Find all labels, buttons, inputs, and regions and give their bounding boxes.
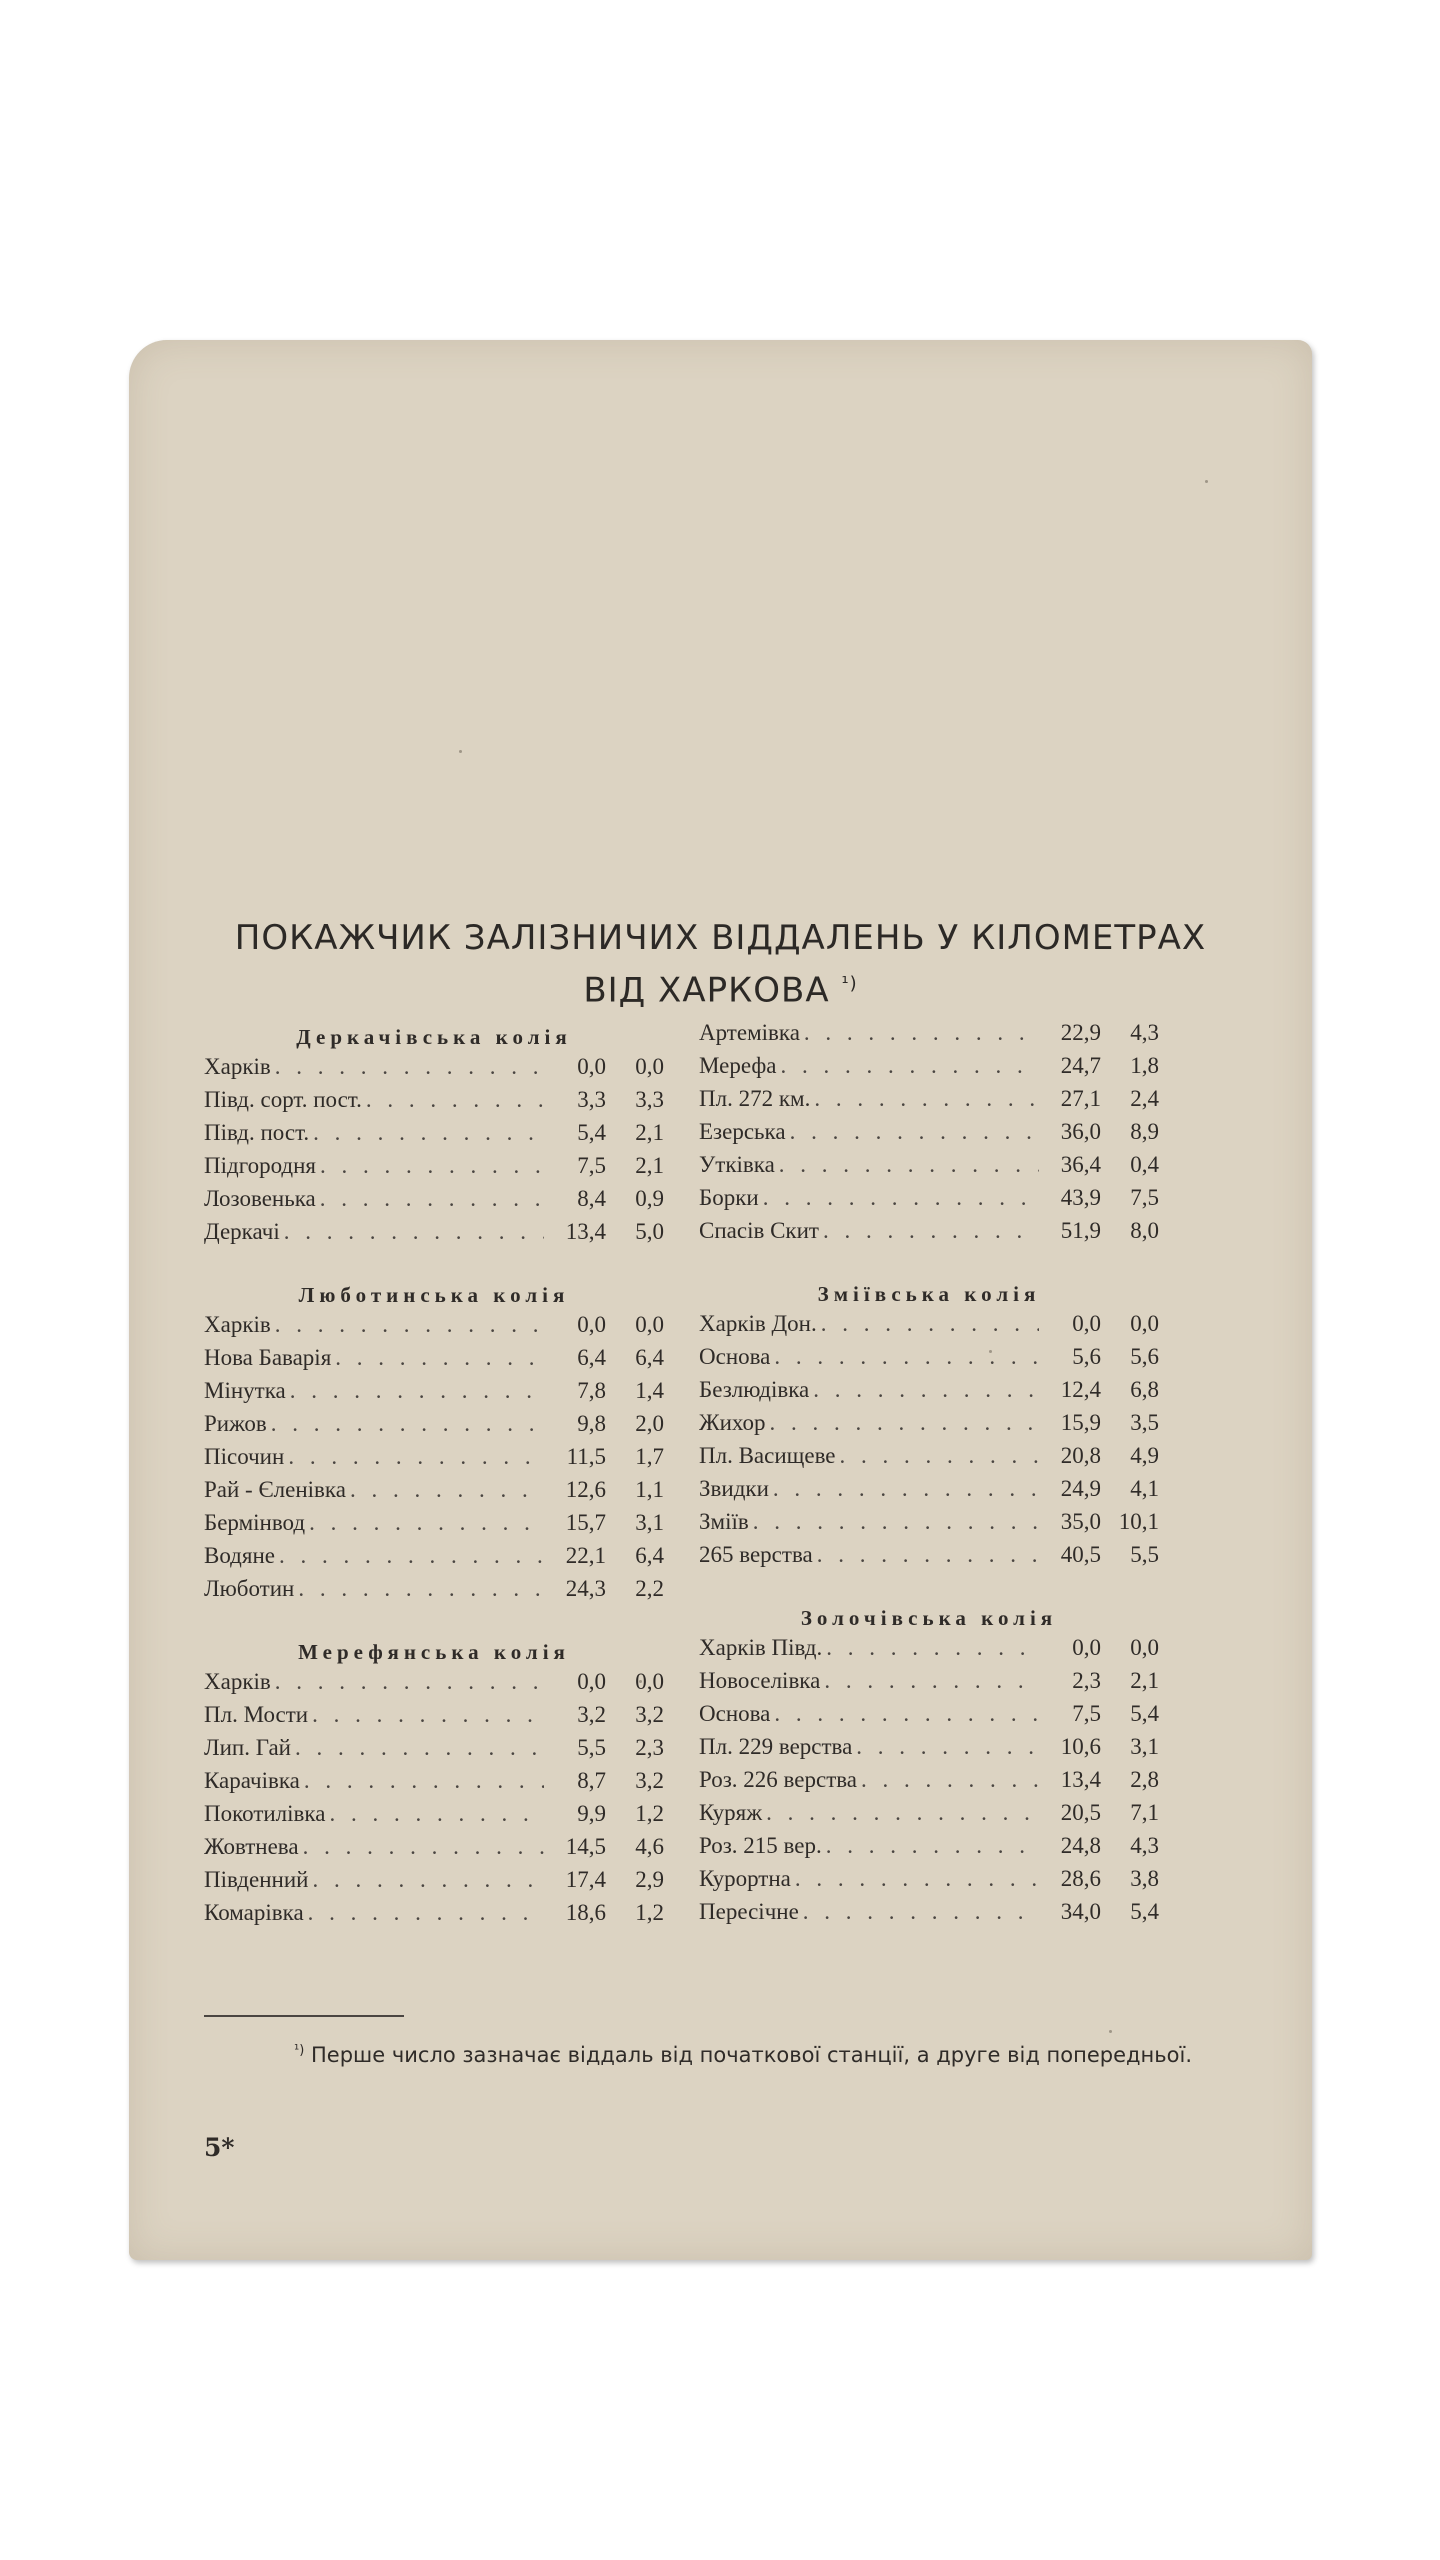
dot-leader	[766, 1800, 1039, 1826]
station-name: Харків	[204, 1669, 271, 1694]
station-name: Пл. Мости	[204, 1702, 309, 1727]
station-name: Спасів Скит	[699, 1218, 819, 1243]
distance-from-origin: 15,9	[1060, 1410, 1101, 1435]
station-row	[204, 1087, 664, 1120]
dot-leader	[312, 1867, 544, 1893]
station-name: Пл. 229 верства	[699, 1734, 853, 1759]
distance-from-previous: 6,4	[635, 1345, 664, 1370]
dot-leader	[313, 1120, 544, 1146]
station-name: Нова Баварія	[204, 1345, 332, 1370]
distance-list	[204, 1054, 664, 1252]
distance-from-origin: 40,5	[1060, 1542, 1101, 1567]
distance-from-origin: 9,9	[577, 1801, 606, 1826]
dot-leader	[814, 1086, 1039, 1112]
station-name: Новоселівка	[699, 1668, 821, 1693]
distance-from-origin: 27,1	[1060, 1086, 1101, 1111]
distance-from-origin: 12,6	[565, 1477, 606, 1502]
dot-leader	[304, 1768, 544, 1794]
distance-from-previous: 0,9	[635, 1186, 664, 1211]
station-name: Бермінвод	[204, 1510, 306, 1535]
station-name: Водяне	[204, 1543, 275, 1568]
dot-leader	[795, 1866, 1039, 1892]
station-name: Рижов	[204, 1411, 267, 1436]
left-column	[204, 1020, 664, 1933]
dot-leader	[790, 1119, 1039, 1145]
distance-from-previous: 5,0	[635, 1219, 664, 1244]
dot-leader	[763, 1185, 1039, 1211]
station-name: Пісочин	[204, 1444, 285, 1469]
distance-from-origin: 24,8	[1060, 1833, 1101, 1858]
dot-leader	[312, 1702, 544, 1728]
dot-leader	[804, 1020, 1039, 1046]
distance-from-previous: 4,3	[1130, 1020, 1159, 1045]
distance-from-origin: 11,5	[566, 1444, 606, 1469]
title-line-1: ПОКАЖЧИК ЗАЛІЗНИЧИХ ВІДДАЛЕНЬ У КІЛОМЕТРАХ	[234, 918, 1207, 958]
station-row	[699, 1866, 1159, 1899]
distance-from-previous: 1,8	[1130, 1053, 1159, 1078]
station-row	[699, 1635, 1159, 1668]
distance-from-previous: 4,1	[1130, 1476, 1159, 1501]
dot-leader	[288, 1444, 544, 1470]
station-name: Роз. 226 верства	[699, 1767, 858, 1792]
distance-from-previous: 7,1	[1130, 1800, 1159, 1825]
distance-from-previous: 8,9	[1130, 1119, 1159, 1144]
distance-list	[699, 1635, 1159, 1932]
station-row	[204, 1186, 664, 1219]
distance-from-origin: 0,0	[577, 1669, 606, 1694]
station-name: Комарівка	[204, 1900, 304, 1925]
dot-leader	[275, 1669, 544, 1695]
dot-leader	[803, 1899, 1039, 1925]
distance-from-previous: 2,1	[1130, 1668, 1159, 1693]
distance-from-previous: 0,0	[1130, 1635, 1159, 1660]
station-row	[699, 1344, 1159, 1377]
distance-from-previous: 8,0	[1130, 1218, 1159, 1243]
station-row	[204, 1510, 664, 1543]
title-footnote-mark: ¹)	[841, 973, 858, 994]
station-name: Харків Півд.	[699, 1635, 823, 1660]
station-name: Харків	[204, 1054, 271, 1079]
distance-from-origin: 5,6	[1072, 1344, 1101, 1369]
station-row	[204, 1054, 664, 1087]
distance-from-origin: 0,0	[1072, 1635, 1101, 1660]
distance-from-origin: 3,2	[577, 1702, 606, 1727]
station-row	[699, 1086, 1159, 1119]
distance-from-previous: 3,1	[1130, 1734, 1159, 1759]
distance-from-origin: 0,0	[577, 1312, 606, 1337]
station-row	[699, 1152, 1159, 1185]
distance-from-origin: 0,0	[577, 1054, 606, 1079]
distance-from-previous: 2,1	[635, 1153, 664, 1178]
station-name: Зміїв	[699, 1509, 749, 1534]
dot-leader	[770, 1410, 1039, 1436]
distance-from-previous: 2,9	[635, 1867, 664, 1892]
distance-from-previous: 3,5	[1130, 1410, 1159, 1435]
distance-from-origin: 28,6	[1060, 1866, 1101, 1891]
station-row	[204, 1219, 664, 1252]
distance-from-origin: 24,7	[1060, 1053, 1101, 1078]
station-name: Рай - Єленівка	[204, 1477, 346, 1502]
station-name: Півд. сорт. пост.	[204, 1087, 362, 1112]
station-name: Південний	[204, 1867, 309, 1892]
dot-leader	[308, 1900, 544, 1926]
page-signature: 5*	[204, 2133, 235, 2162]
distance-from-origin: 13,4	[1060, 1767, 1101, 1792]
distance-from-origin: 3,3	[577, 1087, 606, 1112]
dot-leader	[840, 1443, 1039, 1469]
station-row	[204, 1153, 664, 1186]
station-row	[204, 1867, 664, 1900]
distance-from-previous: 4,3	[1130, 1833, 1159, 1858]
dot-leader	[284, 1219, 544, 1245]
station-row	[699, 1833, 1159, 1866]
paper-speck	[1205, 480, 1208, 483]
distance-from-origin: 13,4	[565, 1219, 606, 1244]
station-name: Основа	[699, 1344, 771, 1369]
station-row	[699, 1185, 1159, 1218]
distance-from-previous: 3,2	[635, 1768, 664, 1793]
dot-leader	[366, 1087, 544, 1113]
distance-from-previous: 5,4	[1130, 1701, 1159, 1726]
station-row	[204, 1834, 664, 1867]
distance-from-origin: 17,4	[565, 1867, 606, 1892]
dot-leader	[335, 1345, 544, 1371]
station-name: Пересічне	[699, 1899, 799, 1924]
station-name: Півд. пост.	[204, 1120, 310, 1145]
dot-leader	[753, 1509, 1039, 1535]
distance-from-previous: 2,8	[1130, 1767, 1159, 1792]
distance-from-previous: 4,9	[1130, 1443, 1159, 1468]
dot-leader	[290, 1378, 544, 1404]
station-name: Лозовенька	[204, 1186, 316, 1211]
station-name: Харків Дон.	[699, 1311, 817, 1336]
distance-list	[699, 1020, 1159, 1251]
distance-from-previous: 0,4	[1130, 1152, 1159, 1177]
distance-from-origin: 14,5	[565, 1834, 606, 1859]
distance-list	[204, 1312, 664, 1609]
station-row	[699, 1542, 1159, 1575]
station-name: Утківка	[699, 1152, 775, 1177]
station-name: Пл. 272 км.	[699, 1086, 811, 1111]
station-name: Основа	[699, 1701, 771, 1726]
station-row	[699, 1800, 1159, 1833]
dot-leader	[824, 1668, 1039, 1694]
dot-leader	[298, 1576, 544, 1602]
dot-leader	[813, 1377, 1039, 1403]
footnote-divider	[204, 2015, 404, 2017]
distance-from-origin: 34,0	[1060, 1899, 1101, 1924]
dot-leader	[295, 1735, 544, 1761]
station-row	[204, 1120, 664, 1153]
dot-leader	[774, 1344, 1039, 1370]
page-title	[129, 915, 1312, 1013]
distance-from-origin: 36,0	[1060, 1119, 1101, 1144]
distance-from-previous: 5,4	[1130, 1899, 1159, 1924]
distance-from-origin: 24,9	[1060, 1476, 1101, 1501]
distance-from-origin: 7,5	[577, 1153, 606, 1178]
station-row	[204, 1801, 664, 1834]
station-row	[204, 1735, 664, 1768]
dot-leader	[774, 1701, 1039, 1727]
distance-from-previous: 2,2	[635, 1576, 664, 1601]
title-line-2-text: ВІД ХАРКОВА	[583, 970, 830, 1011]
distance-from-origin: 36,4	[1060, 1152, 1101, 1177]
dot-leader	[821, 1311, 1039, 1337]
dot-leader	[856, 1734, 1039, 1760]
distance-from-previous: 1,2	[635, 1801, 664, 1826]
station-name: Безлюдівка	[699, 1377, 810, 1402]
distance-from-previous: 3,3	[635, 1087, 664, 1112]
station-row	[204, 1444, 664, 1477]
distance-from-origin: 5,5	[577, 1735, 606, 1760]
dot-leader	[320, 1186, 544, 1212]
distance-from-origin: 7,8	[577, 1378, 606, 1403]
section-title-lyubotynska: Люботинська колія	[298, 1283, 570, 1307]
station-name: Курортна	[699, 1866, 791, 1891]
station-name: Карачівка	[204, 1768, 300, 1793]
distance-from-origin: 5,4	[577, 1120, 606, 1145]
distance-from-previous: 0,0	[1130, 1311, 1159, 1336]
distance-from-origin: 8,7	[577, 1768, 606, 1793]
distance-from-previous: 2,3	[635, 1735, 664, 1760]
station-row	[699, 1119, 1159, 1152]
distance-from-origin: 0,0	[1072, 1311, 1101, 1336]
station-row	[204, 1345, 664, 1378]
distance-from-origin: 10,6	[1060, 1734, 1101, 1759]
distance-from-origin: 8,4	[577, 1186, 606, 1211]
station-name: Артемівка	[699, 1020, 800, 1045]
station-row	[699, 1767, 1159, 1800]
distance-from-origin: 6,4	[577, 1345, 606, 1370]
distance-from-origin: 7,5	[1072, 1701, 1101, 1726]
distance-list	[204, 1669, 664, 1933]
section-title-zolochivska: Золочівська колія	[800, 1606, 1058, 1630]
distance-from-origin: 20,5	[1060, 1800, 1101, 1825]
station-row	[699, 1410, 1159, 1443]
station-name: Жовтнева	[204, 1834, 299, 1859]
station-row	[204, 1477, 664, 1510]
dot-leader	[303, 1834, 544, 1860]
distance-from-origin: 35,0	[1060, 1509, 1101, 1534]
distance-from-previous: 3,8	[1130, 1866, 1159, 1891]
dot-leader	[320, 1153, 544, 1179]
distance-from-previous: 5,6	[1130, 1344, 1159, 1369]
dot-leader	[823, 1218, 1039, 1244]
dot-leader	[271, 1411, 544, 1437]
station-row	[699, 1020, 1159, 1053]
distance-from-previous: 2,4	[1130, 1086, 1159, 1111]
right-column	[699, 1020, 1159, 1932]
station-row	[699, 1443, 1159, 1476]
distance-from-previous: 4,6	[635, 1834, 664, 1859]
dot-leader	[279, 1543, 544, 1569]
station-name: Люботин	[204, 1576, 295, 1601]
dot-leader	[275, 1054, 544, 1080]
station-row	[204, 1576, 664, 1609]
station-name: Деркачі	[204, 1219, 280, 1244]
station-row	[204, 1312, 664, 1345]
dot-leader	[780, 1053, 1039, 1079]
section-title-zmiivska: Зміївська колія	[817, 1282, 1041, 1306]
distance-from-origin: 24,3	[565, 1576, 606, 1601]
distance-from-origin: 22,9	[1060, 1020, 1101, 1045]
station-row	[699, 1476, 1159, 1509]
station-row	[204, 1378, 664, 1411]
distance-from-origin: 51,9	[1060, 1218, 1101, 1243]
station-row	[699, 1218, 1159, 1251]
distance-from-previous: 1,1	[635, 1477, 664, 1502]
distance-from-previous: 1,4	[635, 1378, 664, 1403]
station-row	[204, 1768, 664, 1801]
distance-from-origin: 12,4	[1060, 1377, 1101, 1402]
distance-from-origin: 15,7	[565, 1510, 606, 1535]
station-name: 265 верства	[699, 1542, 813, 1567]
station-row	[699, 1311, 1159, 1344]
station-name: Борки	[699, 1185, 759, 1210]
dot-leader	[329, 1801, 544, 1827]
distance-from-previous: 5,5	[1130, 1542, 1159, 1567]
dot-leader	[826, 1635, 1039, 1661]
footnote-mark: ¹)	[294, 2043, 305, 2058]
dot-leader	[773, 1476, 1039, 1502]
distance-from-origin: 20,8	[1060, 1443, 1101, 1468]
station-name: Харків	[204, 1312, 271, 1337]
station-name: Мінутка	[204, 1378, 286, 1403]
book-page	[129, 340, 1312, 2260]
dot-leader	[350, 1477, 544, 1503]
station-row	[204, 1543, 664, 1576]
distance-from-previous: 1,2	[635, 1900, 664, 1925]
dot-leader	[779, 1152, 1039, 1178]
distance-from-origin: 2,3	[1072, 1668, 1101, 1693]
distance-from-origin: 18,6	[565, 1900, 606, 1925]
title-line-2	[129, 961, 1312, 1013]
distance-from-previous: 0,0	[635, 1312, 664, 1337]
dot-leader	[275, 1312, 544, 1338]
station-name: Лип. Гай	[204, 1735, 291, 1760]
station-row	[204, 1669, 664, 1702]
station-row	[699, 1899, 1159, 1932]
distance-from-previous: 1,7	[635, 1444, 664, 1469]
distance-list	[699, 1311, 1159, 1575]
station-name: Куряж	[699, 1800, 763, 1825]
dot-leader	[861, 1767, 1039, 1793]
station-name: Роз. 215 вер.	[699, 1833, 822, 1858]
dot-leader	[826, 1833, 1039, 1859]
distance-from-origin: 22,1	[565, 1543, 606, 1568]
footnote	[204, 2032, 1254, 2074]
station-row	[204, 1900, 664, 1933]
distance-from-previous: 6,4	[635, 1543, 664, 1568]
station-row	[204, 1702, 664, 1735]
footnote-text: Перше число зазначає віддаль від початкової станції, а друге від попередньої.	[310, 2043, 1193, 2067]
distance-from-previous: 2,0	[635, 1411, 664, 1436]
paper-speck	[459, 750, 462, 753]
distance-from-previous: 0,0	[635, 1669, 664, 1694]
dot-leader	[309, 1510, 544, 1536]
station-row	[699, 1509, 1159, 1542]
station-name: Пл. Васищеве	[699, 1443, 836, 1468]
distance-from-previous: 6,8	[1130, 1377, 1159, 1402]
distance-from-origin: 9,8	[577, 1411, 606, 1436]
station-row	[699, 1701, 1159, 1734]
dot-leader	[817, 1542, 1039, 1568]
section-title-derkachivska: Деркачівська колія	[296, 1025, 572, 1049]
distance-from-previous: 10,1	[1118, 1509, 1159, 1534]
station-row	[699, 1377, 1159, 1410]
station-name: Підгородня	[204, 1153, 316, 1178]
station-row	[204, 1411, 664, 1444]
distance-from-previous: 0,0	[635, 1054, 664, 1079]
station-row	[699, 1668, 1159, 1701]
section-title-merefianska: Мерефянська колія	[298, 1640, 570, 1664]
station-name: Звидки	[699, 1476, 769, 1501]
distance-from-previous: 3,2	[635, 1702, 664, 1727]
distance-from-previous: 7,5	[1130, 1185, 1159, 1210]
distance-from-previous: 3,1	[635, 1510, 664, 1535]
station-row	[699, 1053, 1159, 1086]
station-name: Покотилівка	[204, 1801, 326, 1826]
station-name: Мерефа	[699, 1053, 777, 1078]
station-row	[699, 1734, 1159, 1767]
distance-from-previous: 2,1	[635, 1120, 664, 1145]
distance-from-origin: 43,9	[1060, 1185, 1101, 1210]
station-name: Жихор	[699, 1410, 766, 1435]
station-name: Езерська	[699, 1119, 786, 1144]
